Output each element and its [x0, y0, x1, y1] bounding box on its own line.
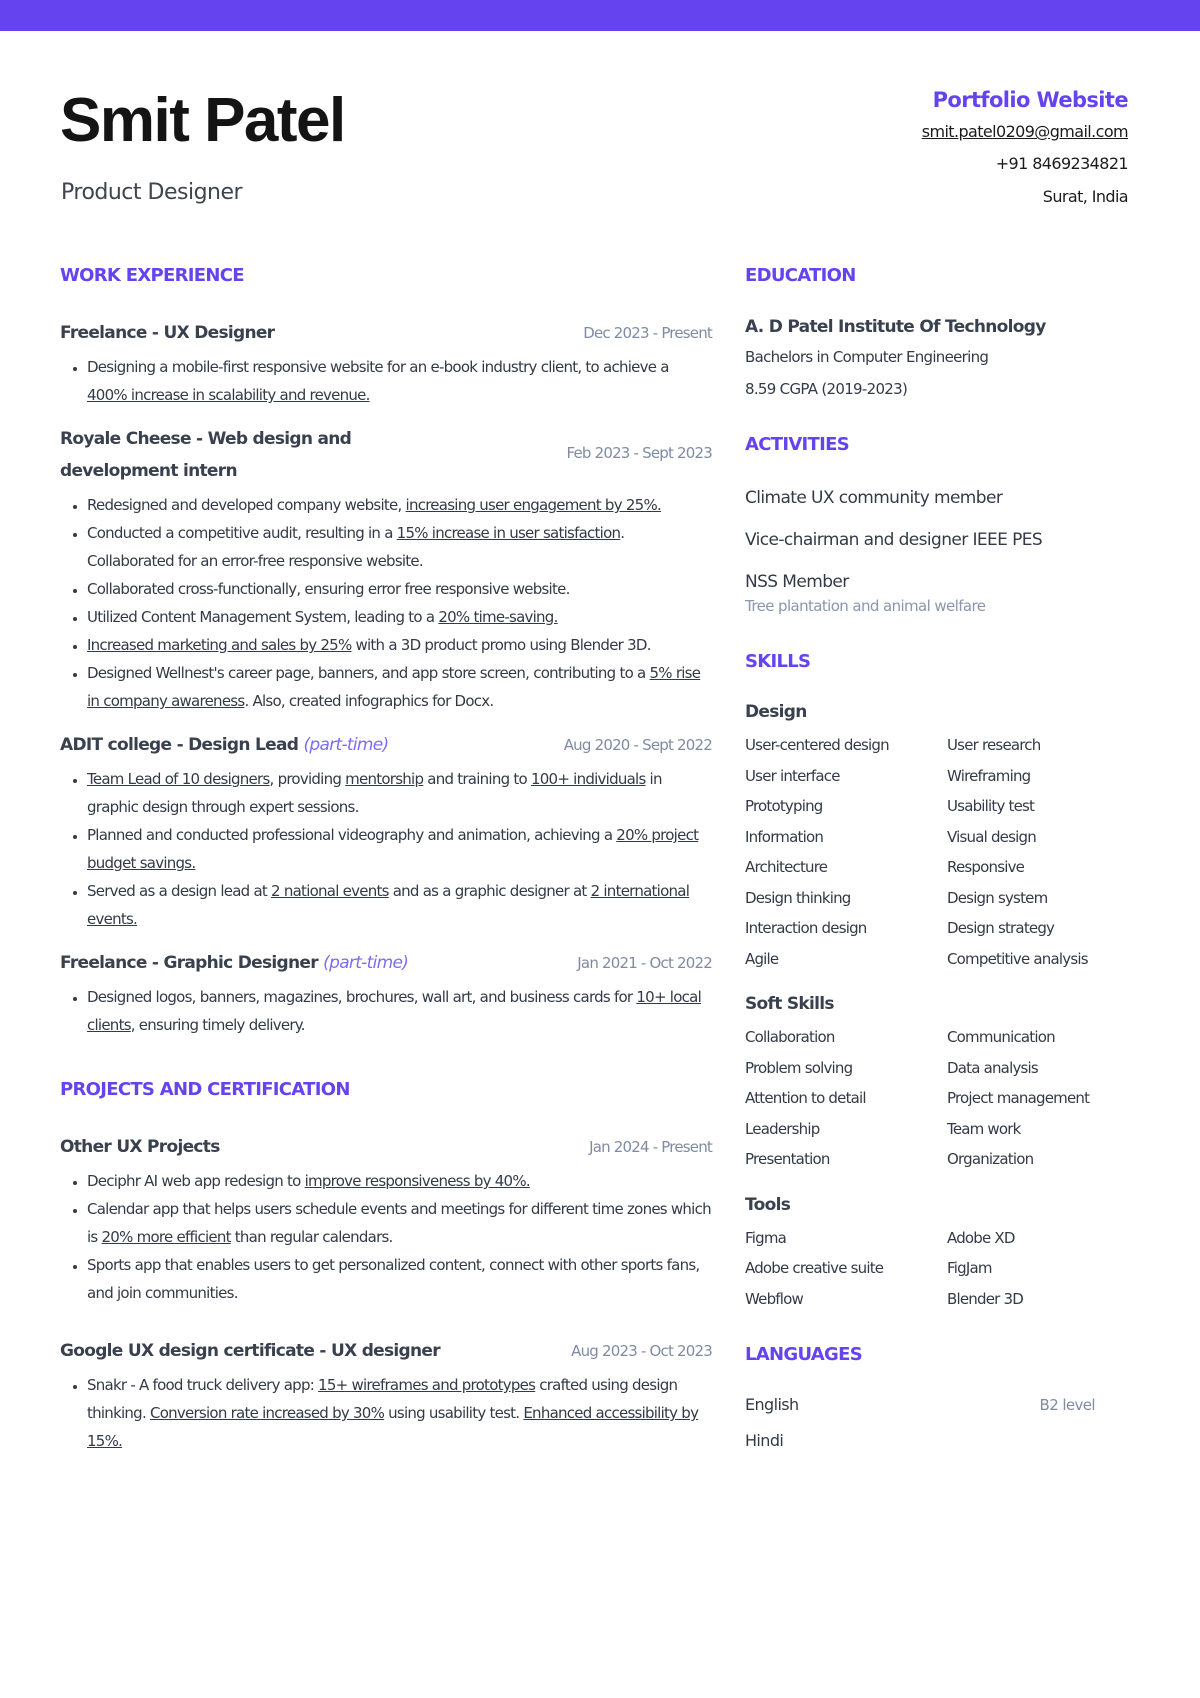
- portfolio-link[interactable]: Portfolio Website: [932, 88, 1128, 112]
- bullet: • Designed logos, banners, magazines, brochures, wall art, and business cards for 10+ local clients, ensuring timely delivery.: [87, 983, 712, 1039]
- school-name: A. D Patel Institute Of Technology: [745, 317, 1046, 337]
- skill-item: Adobe creative suite: [745, 1259, 884, 1277]
- job-date: Dec 2023 - Present: [583, 324, 712, 342]
- bullet: • Designing a mobile-first responsive website for an e-book industry client, to achieve a 400% increase in scalability and revenue.: [87, 353, 712, 409]
- skill-item: Team work: [947, 1119, 1021, 1138]
- skill-item: FigJam: [947, 1259, 992, 1277]
- bullet: • Calendar app that helps users schedule events and meetings for different time zones which is 20% more efficient than regular calendars.: [87, 1195, 712, 1251]
- email-link[interactable]: smit.patel0209@gmail.com: [921, 122, 1128, 142]
- skill-item: Design system: [947, 888, 1048, 907]
- skill-item: Communication: [947, 1028, 1055, 1046]
- project-title: Other UX Projects: [60, 1137, 220, 1157]
- skill-item: Prototyping: [745, 797, 823, 815]
- bullet: • Redesigned and developed company website, increasing user engagement by 25%.: [87, 491, 712, 519]
- tools-list: [745, 1223, 1145, 1315]
- skill-item: Webflow: [745, 1289, 803, 1308]
- language-row: [745, 1423, 1095, 1459]
- soft-skills-list: [745, 1022, 1145, 1175]
- skill-item: Interaction design: [745, 919, 867, 937]
- location: Surat, India: [1042, 186, 1128, 206]
- bullet: • Collaborated cross-functionally, ensuring error free responsive website.: [87, 575, 712, 603]
- skill-item: Design thinking: [745, 888, 851, 907]
- skill-item: Attention to detail: [745, 1089, 866, 1107]
- work-entry: [60, 729, 712, 933]
- skill-item: Design strategy: [947, 919, 1055, 937]
- skill-item: Adobe XD: [947, 1228, 1015, 1247]
- bullet: • Conducted a competitive audit, resulting in a 15% increase in user satisfaction. Collaborated for an error-free responsive website.: [87, 519, 712, 575]
- projects-heading: PROJECTS AND CERTIFICATION: [60, 1079, 350, 1100]
- activity-description: Tree plantation and animal welfare: [745, 597, 986, 615]
- degree: Bachelors in Computer Engineering: [745, 348, 989, 366]
- bullet: • Planned and conducted professional videography and animation, achieving a 20% project budget savings.: [87, 821, 712, 877]
- job-title: ADIT college - Design Lead (part-time): [60, 735, 389, 755]
- skill-item: User-centered design: [745, 736, 889, 754]
- right-column: [745, 265, 1145, 1459]
- skill-item: Blender 3D: [947, 1289, 1023, 1308]
- activity-item: Climate UX community member: [745, 488, 1003, 508]
- skill-item: Project management: [947, 1089, 1090, 1107]
- skill-item: Problem solving: [745, 1058, 853, 1077]
- skill-item: Agile: [745, 949, 779, 968]
- tools-heading: Tools: [745, 1194, 791, 1215]
- project-title: Google UX design certificate - UX designer: [60, 1341, 440, 1361]
- job-date: Aug 2020 - Sept 2022: [563, 736, 712, 754]
- skill-item: Presentation: [745, 1150, 830, 1168]
- bullet: • Sports app that enables users to get personalized content, connect with other sports fans, and join communities.: [87, 1251, 712, 1307]
- project-date: Aug 2023 - Oct 2023: [571, 1342, 712, 1360]
- bullet: • Designed Wellnest's career page, banners, and app store screen, contributing to a 5% rise in company awareness. Also, created infographics for Docx.: [87, 659, 712, 715]
- project-entry: [60, 1335, 712, 1455]
- bullet: • Team Lead of 10 designers, providing mentorship and training to 100+ individuals in graphic design through expert sessions.: [87, 765, 712, 821]
- bullet: • Deciphr AI web app redesign to improve responsiveness by 40%.: [87, 1167, 712, 1195]
- work-entry: [60, 317, 712, 409]
- soft-skills-heading: Soft Skills: [745, 994, 834, 1014]
- skill-item: Collaboration: [745, 1028, 835, 1046]
- bullet: • Increased marketing and sales by 25% with a 3D product promo using Blender 3D.: [87, 631, 712, 659]
- work-entry: [60, 947, 712, 1039]
- skill-item: Figma: [745, 1228, 787, 1247]
- skill-item: Organization: [947, 1150, 1034, 1168]
- activity-item: Vice-chairman and designer IEEE PES: [745, 530, 1043, 550]
- skill-item: Wireframing: [947, 766, 1031, 785]
- phone-number: +91 8469234821: [995, 154, 1128, 174]
- language-level: B2 level: [1039, 1396, 1095, 1414]
- left-column: [60, 265, 712, 1455]
- contact-block: [922, 88, 1128, 219]
- skill-item: User interface: [745, 766, 840, 785]
- language-name: English: [745, 1395, 799, 1414]
- bullet: • Snakr - A food truck delivery app: 15+ wireframes and prototypes crafted using design thinking. Conversion rate increased by 30% using usability test. Enhanced accessibility by 15%.: [87, 1371, 712, 1455]
- skills-heading: SKILLS: [745, 651, 811, 672]
- skill-item: Visual design: [947, 827, 1036, 846]
- job-title: Freelance - Graphic Designer (part-time): [60, 953, 409, 973]
- skill-item: Usability test: [947, 797, 1035, 815]
- design-skills-heading: Design: [745, 702, 807, 722]
- skill-item: Leadership: [745, 1119, 820, 1138]
- job-title: Freelance - UX Designer: [60, 323, 275, 343]
- candidate-role: Product Designer: [61, 180, 243, 205]
- job-title: Royale Cheese - Web design and development intern: [60, 429, 352, 481]
- language-name: Hindi: [745, 1431, 784, 1450]
- skill-item: Architecture: [745, 858, 828, 876]
- candidate-name: Smit Patel: [60, 86, 345, 155]
- bullet: • Utilized Content Management System, leading to a 20% time-saving.: [87, 603, 712, 631]
- education-heading: EDUCATION: [745, 265, 856, 286]
- job-date: Feb 2023 - Sept 2023: [566, 444, 712, 462]
- skill-item: Competitive analysis: [947, 949, 1088, 968]
- skill-item: Responsive: [947, 858, 1025, 876]
- project-date: Jan 2024 - Present: [589, 1138, 712, 1156]
- activities-heading: ACTIVITIES: [745, 434, 849, 455]
- languages-heading: LANGUAGES: [745, 1344, 862, 1365]
- language-row: [745, 1387, 1095, 1423]
- project-entry: [60, 1131, 712, 1307]
- work-experience-heading: WORK EXPERIENCE: [60, 265, 244, 286]
- job-date: Jan 2021 - Oct 2022: [577, 954, 712, 972]
- skill-item: Information: [745, 827, 824, 846]
- skill-item: Data analysis: [947, 1058, 1038, 1077]
- top-accent-bar: [0, 0, 1200, 31]
- gpa: 8.59 CGPA (2019-2023): [745, 380, 908, 398]
- work-entry: [60, 423, 712, 715]
- activity-item: NSS Member: [745, 572, 849, 592]
- bullet: • Served as a design lead at 2 national events and as a graphic designer at 2 international events.: [87, 877, 712, 933]
- skill-item: User research: [947, 736, 1041, 754]
- design-skills-list: [745, 730, 1145, 974]
